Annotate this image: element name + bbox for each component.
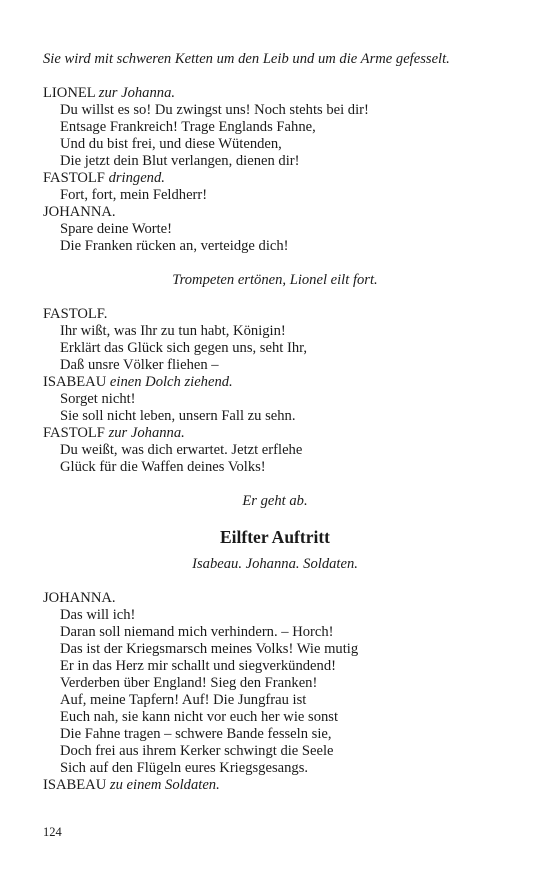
verse-line: Die jetzt dein Blut verlangen, dienen dir!: [60, 153, 300, 169]
verse-line: Auf, meine Tapfern! Auf! Die Jungfrau ist: [60, 692, 307, 708]
verse-line: Erklärt das Glück sich gegen uns, seht Ihr,: [60, 340, 308, 356]
speaker-name: JOHANNA.: [43, 204, 116, 220]
scene-characters: Isabeau. Johanna. Soldaten.: [192, 556, 358, 572]
stage-direction: Trompeten ertönen, Lionel eilt fort.: [172, 272, 378, 288]
verse-line: Fort, fort, mein Feldherr!: [60, 187, 208, 203]
page-number: 124: [43, 825, 62, 839]
speaker-line: [43, 374, 233, 391]
speaker-line: [43, 85, 175, 102]
verse-line: Daß unsre Völker fliehen –: [60, 357, 219, 373]
speaker-name: FASTOLF: [43, 170, 105, 186]
speaker-line: [43, 590, 116, 607]
verse-line: Das will ich!: [60, 607, 136, 623]
verse-line: Du weißt, was dich erwartet. Jetzt erflehe: [60, 442, 303, 458]
speaker-name: ISABEAU: [43, 777, 107, 793]
scene-heading: Eilfter Auftritt: [220, 527, 330, 547]
verse-line: Die Fahne tragen – schwere Bande fesseln sie,: [60, 726, 332, 742]
verse-line: Ihr wißt, was Ihr zu tun habt, Königin!: [60, 323, 286, 339]
speaker-direction: zur Johanna.: [108, 425, 185, 441]
verse-line: Die Franken rücken an, verteidge dich!: [60, 238, 289, 254]
speaker-line: [43, 204, 116, 221]
speaker-name: ISABEAU: [43, 374, 107, 390]
speaker-name: FASTOLF.: [43, 306, 108, 322]
verse-line: Und du bist frei, und diese Wütenden,: [60, 136, 282, 152]
verse-line: Das ist der Kriegsmarsch meines Volks! Wie mutig: [60, 641, 359, 657]
verse-line: Entsage Frankreich! Trage Englands Fahne,: [60, 119, 316, 135]
speaker-direction: zu einem Soldaten.: [109, 777, 220, 793]
stage-direction: Er geht ab.: [242, 493, 308, 509]
speaker-name: FASTOLF: [43, 425, 105, 441]
verse-line: Sorget nicht!: [60, 391, 136, 407]
verse-line: Doch frei aus ihrem Kerker schwingt die Seele: [60, 743, 334, 759]
verse-line: Sich auf den Flügeln eures Kriegsgesangs.: [60, 760, 309, 776]
verse-line: Er in das Herz mir schallt und siegverkündend!: [60, 658, 336, 674]
verse-line: Euch nah, sie kann nicht vor euch her wie sonst: [60, 709, 339, 725]
verse-line: Spare deine Worte!: [60, 221, 173, 237]
speaker-line: [43, 170, 165, 187]
speaker-name: JOHANNA.: [43, 590, 116, 606]
verse-line: Verderben über England! Sieg den Franken!: [60, 675, 318, 691]
stage-direction: Sie wird mit schweren Ketten um den Leib und um die Arme gefesselt.: [43, 51, 450, 67]
speaker-direction: zur Johanna.: [98, 85, 176, 101]
verse-line: Glück für die Waffen deines Volks!: [60, 459, 266, 475]
speaker-direction: dringend.: [108, 170, 165, 186]
speaker-name: LIONEL: [43, 85, 96, 101]
verse-line: Du willst es so! Du zwingst uns! Noch stehts bei dir!: [60, 102, 369, 118]
speaker-line: [43, 777, 220, 794]
verse-line: Daran soll niemand mich verhindern. – Horch!: [60, 624, 334, 640]
speaker-line: [43, 425, 185, 442]
verse-line: Sie soll nicht leben, unsern Fall zu sehn.: [60, 408, 296, 424]
speaker-direction: einen Dolch ziehend.: [109, 374, 233, 390]
speaker-line: [43, 306, 107, 323]
